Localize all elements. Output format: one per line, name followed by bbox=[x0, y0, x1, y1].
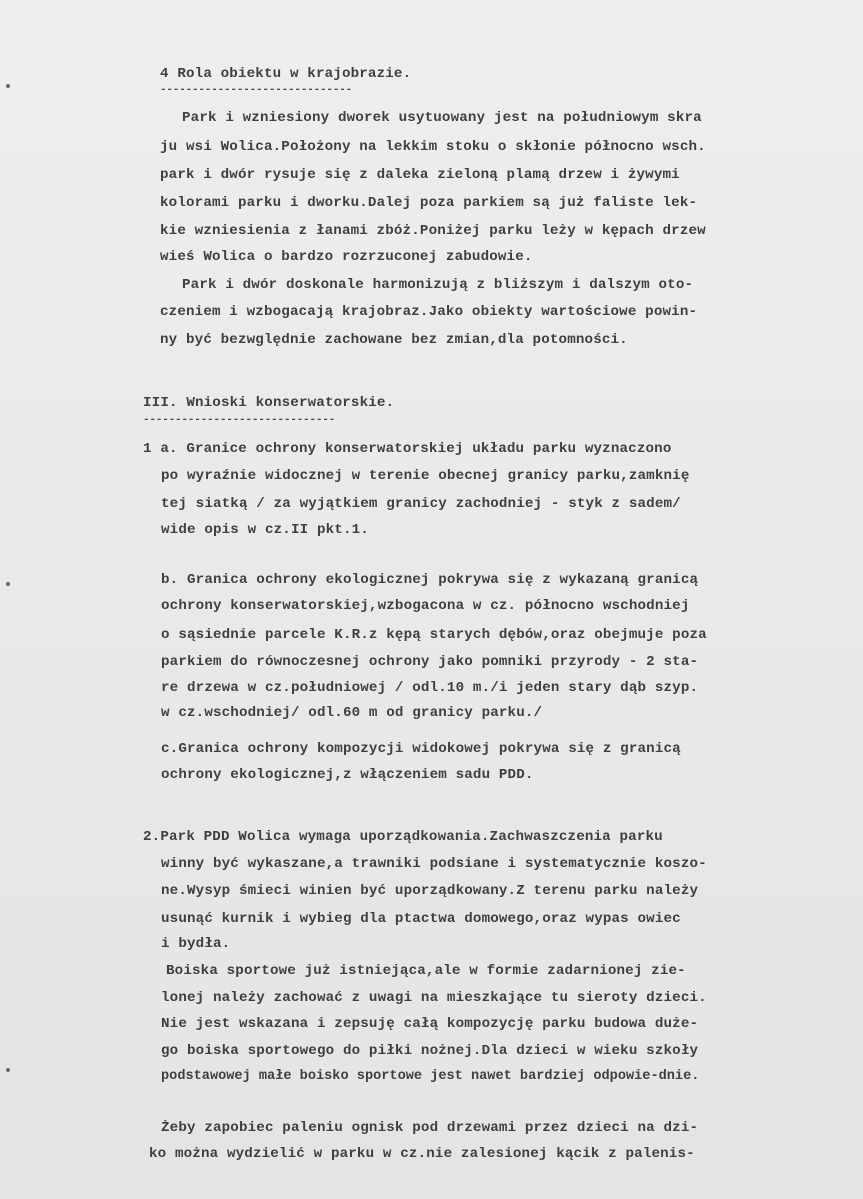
item-1b-line: parkiem do równoczesnej ochrony jako pomniki przyrody - 2 sta- bbox=[161, 654, 699, 670]
edge-mark bbox=[6, 582, 10, 586]
item-2-line: i bydła. bbox=[161, 936, 231, 952]
item-1b-line: re drzewa w cz.południowej / odl.10 m./i jeden stary dąb szyp. bbox=[161, 680, 699, 696]
item-2-line: ko można wydzielić w parku w cz.nie zalesionej kącik z palenis- bbox=[149, 1146, 695, 1162]
section4-line: park i dwór rysuje się z daleka zieloną plamą drzew i żywymi bbox=[160, 167, 680, 183]
item-1a-line: tej siatką / za wyjątkiem granicy zachodniej - styk z sadem/ bbox=[161, 496, 681, 512]
section4-line: Park i wzniesiony dworek usytuowany jest na południowym skra bbox=[182, 110, 702, 126]
section4-line: kie wzniesienia z łanami zbóż.Poniżej parku leży w kępach drzew bbox=[160, 223, 706, 239]
item-2-line: Boiska sportowe już istniejąca,ale w formie zadarnionej zie- bbox=[166, 963, 686, 979]
edge-mark bbox=[6, 1068, 10, 1072]
item-1c-line: ochrony ekologicznej,z włączeniem sadu PDD. bbox=[161, 767, 534, 783]
section4-line: ju wsi Wolica.Położony na lekkim stoku o skłonie północno wsch. bbox=[160, 139, 706, 155]
item-1a-line: po wyraźnie widocznej w terenie obecnej granicy parku,zamknię bbox=[161, 468, 690, 484]
item-1b-line: b. Granica ochrony ekologicznej pokrywa się z wykazaną granicą bbox=[161, 572, 699, 588]
item-2-line: usunąć kurnik i wybieg dla ptactwa domowego,oraz wypas owiec bbox=[161, 911, 681, 927]
section4-line: ny być bezwględnie zachowane bez zmian,dla potomności. bbox=[160, 332, 628, 348]
item-1a-line: 1 a. Granice ochrony konserwatorskiej układu parku wyznaczono bbox=[143, 441, 672, 457]
section4-heading-underline: ------------------------------ bbox=[160, 84, 353, 96]
item-2-line: lonej należy zachować z uwagi na mieszkające tu sieroty dzieci. bbox=[161, 990, 707, 1006]
item-2-line: podstawowej małe boisko sportowe jest nawet bardziej odpowie-dnie. bbox=[161, 1069, 700, 1084]
item-2-line: winny być wykaszane,a trawniki podsiane i systematycznie koszo- bbox=[161, 856, 707, 872]
edge-mark bbox=[6, 84, 10, 88]
item-2-line: Żeby zapobiec paleniu ognisk pod drzewami przez dzieci na dzi- bbox=[161, 1120, 699, 1136]
section4-line: Park i dwór doskonale harmonizują z bliższym i dalszym oto- bbox=[182, 277, 694, 293]
item-2-line: Nie jest wskazana i zepsuję całą kompozycję parku budowa duże- bbox=[161, 1016, 699, 1032]
section4-line: czeniem i wzbogacają krajobraz.Jako obiekty wartościowe powin- bbox=[160, 304, 698, 320]
item-2-line: go boiska sportowego do piłki nożnej.Dla dzieci w wieku szkoły bbox=[161, 1043, 699, 1059]
item-2-line: 2.Park PDD Wolica wymaga uporządkowania.Zachwaszczenia parku bbox=[143, 829, 663, 845]
section3-heading-underline: ------------------------------ bbox=[143, 414, 336, 426]
section4-line: kolorami parku i dworku.Dalej poza parkiem są już faliste lek- bbox=[160, 195, 698, 211]
section4-heading: 4 Rola obiektu w krajobrazie. bbox=[160, 66, 412, 82]
section3-heading: III. Wnioski konserwatorskie. bbox=[143, 395, 395, 411]
item-1b-line: w cz.wschodniej/ odl.60 m od granicy parku./ bbox=[161, 705, 543, 721]
section4-line: wieś Wolica o bardzo rozrzuconej zabudowie. bbox=[160, 249, 533, 265]
item-2-line: ne.Wysyp śmieci winien być uporządkowany.Z terenu parku należy bbox=[161, 883, 699, 899]
item-1b-line: ochrony konserwatorskiej,wzbogacona w cz. północno wschodniej bbox=[161, 598, 690, 614]
item-1c-line: c.Granica ochrony kompozycji widokowej pokrywa się z granicą bbox=[161, 741, 681, 757]
item-1a-line: wide opis w cz.II pkt.1. bbox=[161, 522, 369, 538]
item-1b-line: o sąsiednie parcele K.R.z kępą starych dębów,oraz obejmuje poza bbox=[161, 627, 707, 643]
